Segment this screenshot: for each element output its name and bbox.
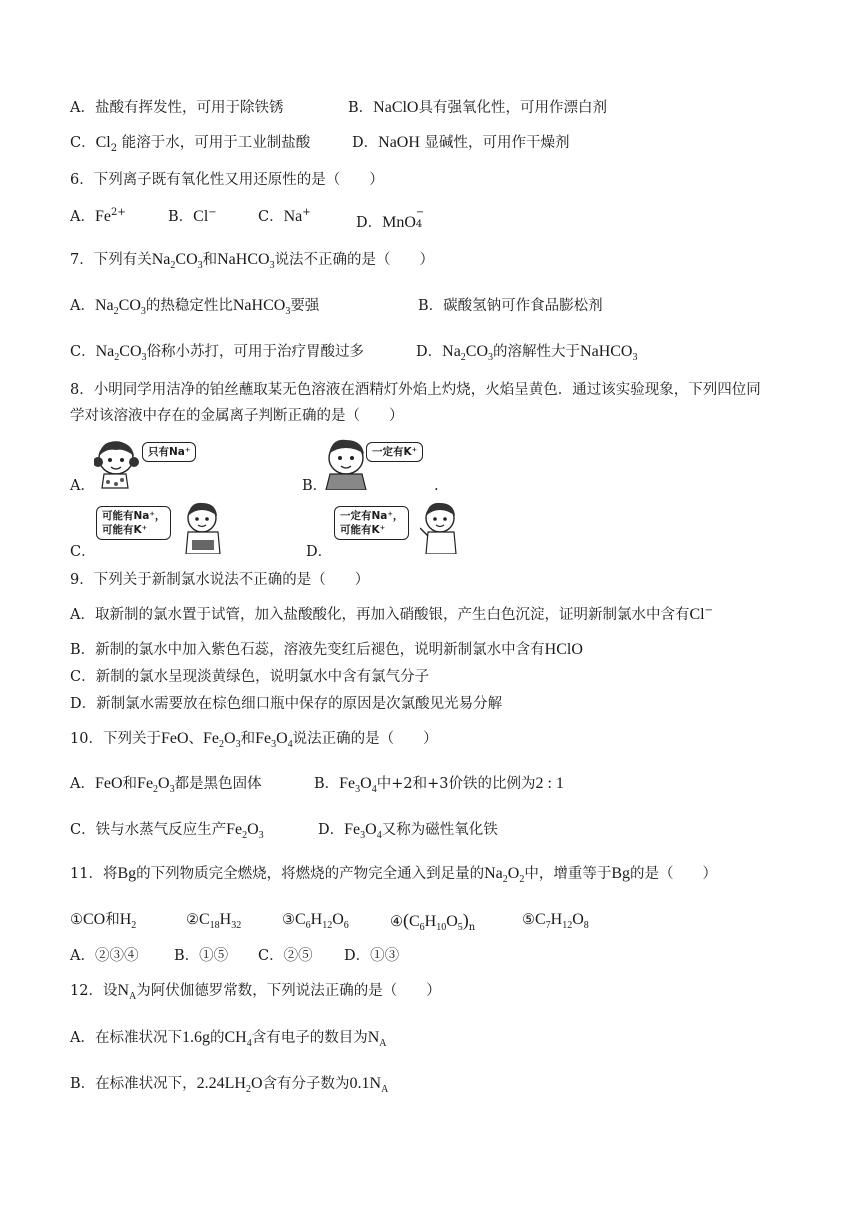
q8-stem-line2-text: 学对该溶液中存在的金属离子判断正确的是（ ） <box>70 408 404 424</box>
q11-d-text: D．①③ <box>344 948 400 964</box>
q9-a-chem: Cl <box>689 606 705 623</box>
q10-stem: 10．下列关于FeO、$Fe_2O_3$和$Fe_3O_4$说法正确的是（ ） <box>70 730 438 750</box>
q10-b-ratio: 2 : 1 <box>535 775 564 792</box>
q10-fe3o4: $Fe_3O_4$ <box>255 730 293 750</box>
q5-option-d <box>352 133 570 153</box>
q11-items: ①CO和$H_2$ <box>70 911 137 931</box>
q11-item-5 <box>522 910 589 932</box>
q6-c-chem: Na <box>283 208 303 225</box>
q10-option-b <box>314 774 564 796</box>
q11-stem-prefix: 11．将 <box>70 866 118 882</box>
q6-b-sup: − <box>208 207 217 218</box>
q11-item-1: CO <box>83 911 106 928</box>
q9-c-text: C．新制的氯水呈现淡黄绿色，说明氯水中含有氯气分子 <box>70 669 430 685</box>
q12-stem-suffix: 为阿伏伽德罗常数，下列说法正确的是（ ） <box>136 983 441 999</box>
q5-c-prefix: C． <box>70 135 96 151</box>
q8-option-a-label <box>70 476 95 496</box>
q11-item-2-mark: ② <box>186 912 199 928</box>
q12-b-text1: B．在标准状况下， <box>70 1076 197 1092</box>
q8-c-speech-bubble <box>96 506 171 540</box>
q8-stem-line1 <box>70 380 761 400</box>
q6-a-chem: Fe <box>94 208 111 225</box>
q11-item-3-formula: $C_6H_{12}O_6$ <box>295 911 349 931</box>
q8-option-d-cartoon <box>334 500 464 556</box>
q12-a-na: $N_A$ <box>367 1029 387 1049</box>
q10-d-text: 又称为磁性氧化铁 <box>381 822 498 838</box>
q6-option-d <box>356 207 426 233</box>
q10-b-prefix: B． <box>314 776 340 792</box>
q7-d-na2co3: $Na_2CO_3$ <box>442 343 494 363</box>
q5-option-b <box>348 98 607 118</box>
q6-d-chem: MnO <box>382 214 416 231</box>
q12-b-h2o: $_2$O <box>245 1075 263 1095</box>
q7-option-d <box>416 342 637 364</box>
q9-stem-text: 9．下列关于新制氯水说法不正确的是（ ） <box>70 572 370 588</box>
q6-stem-text: 6．下列离子既有氧化性又用还原性的是（ ） <box>70 172 384 188</box>
q5-d-chem: NaOH <box>378 134 420 151</box>
q6-options <box>70 207 126 229</box>
q8-b-speech-bubble <box>366 442 423 462</box>
q10-c-text: C．铁与水蒸气反应生产 <box>70 822 227 838</box>
q8-a-speech-bubble <box>142 442 196 462</box>
q8-a-prefix: A． <box>70 478 95 494</box>
q8-stem-line2 <box>70 406 404 426</box>
q10-a-feo: FeO <box>94 775 123 792</box>
q7-c-na2co3: $Na_2CO_3$ <box>95 343 147 363</box>
q7-stem-suffix: 说法不正确的是（ ） <box>274 252 435 268</box>
q11-bg-2: Bg <box>611 865 631 882</box>
q8-a-bubble-text: 只有Na⁺ <box>148 446 191 458</box>
q7-stem-prefix: 7．下列有关 <box>70 252 152 268</box>
q8-d-prefix: D． <box>306 544 333 560</box>
q11-option-c <box>258 946 313 966</box>
q11-item-5-mark: ⑤ <box>522 912 535 928</box>
q8-option-c-label <box>70 542 96 562</box>
q10-b-fe3o4: $Fe_3O_4$ <box>339 775 377 795</box>
q6-a-sup: 2+ <box>110 207 126 218</box>
q9-stem <box>70 570 369 590</box>
q11-option-d <box>344 946 399 966</box>
q12-a-text3: 含有电子的数目为 <box>251 1030 368 1046</box>
q7-c-text: 俗称小苏打，可用于治疗胃酸过多 <box>146 344 364 360</box>
q6-c-sup: + <box>302 207 311 218</box>
q10-option-d <box>318 820 498 842</box>
q10-b-text: 中+2和+3价铁的比例为 <box>376 776 536 792</box>
q6-b-chem: Cl <box>193 208 209 225</box>
q9-b-chem: HClO <box>544 641 583 658</box>
q10-stem-suffix: 说法正确的是（ ） <box>292 731 438 747</box>
q8-b-prefix: B． <box>302 478 328 494</box>
q7-d-text: 的溶解性大于 <box>493 344 581 360</box>
q10-feo: FeO <box>160 730 189 747</box>
q7-stem <box>70 250 434 272</box>
q7-option-b <box>418 296 603 316</box>
q10-c-fe2o3: $Fe_2O_3$ <box>226 821 264 841</box>
q10-stem-prefix: 10．下列关于 <box>70 731 161 747</box>
q9-a-text: A．取新制的氯水置于试管，加入盐酸酸化，再加入硝酸银，产生白色沉淀，证明新制氯水中含有 <box>70 607 690 623</box>
q12-a-val: 1.6g <box>181 1029 210 1046</box>
boy-reading-figure-icon <box>182 500 224 554</box>
q10-option-a: A．FeO和$Fe_2O_3$都是黑色固体 <box>70 775 262 795</box>
q6-d-sub: 4 <box>415 219 423 230</box>
q11-item-4-n: n <box>468 922 476 933</box>
q5-c-text: 能溶于水，可用于工业制盐酸 <box>121 135 311 151</box>
q10-a-prefix: A． <box>70 776 95 792</box>
q10-d-prefix: D． <box>318 822 345 838</box>
q8-d-bubble-line1: 一定有Na⁺， <box>340 510 404 522</box>
q7-a-prefix: A． <box>70 298 95 314</box>
q12-b-val2: 0.1N <box>349 1075 382 1092</box>
q11-item-2-formula: $C_{18}H_{32}$ <box>199 911 242 931</box>
q5-d-prefix: D． <box>352 135 379 151</box>
q9-option-a <box>70 605 713 627</box>
q5-b-prefix: B． <box>348 100 374 116</box>
q8-c-bubble-line2: 可能有K⁺ <box>102 524 148 536</box>
q11-option-a <box>70 946 138 966</box>
q11-bg-1: Bg <box>117 865 137 882</box>
q7-b-text: B．碳酸氢钠可作食品膨松剂 <box>418 298 603 314</box>
boy-waving-figure-icon <box>420 500 462 554</box>
q11-item-3 <box>282 910 349 932</box>
q6-a-prefix: A． <box>70 209 95 225</box>
q9-a-sup: − <box>704 605 713 616</box>
q11-c-text: C．②⑤ <box>258 948 313 964</box>
q11-item-3-mark: ③ <box>282 912 295 928</box>
q6-c-prefix: C． <box>258 209 284 225</box>
q10-fe2o3: $Fe_2O_3$ <box>203 730 241 750</box>
q5-option-a <box>70 98 283 118</box>
q10-a-fe2o3: $Fe_2O_3$ <box>137 775 175 795</box>
q7-option-a <box>70 296 319 318</box>
q8-c-prefix: C． <box>70 544 96 560</box>
q6-stem <box>70 170 384 190</box>
q5-c-sub: 2 <box>110 143 118 154</box>
q11-b-text: B．①⑤ <box>174 948 229 964</box>
q11-stem-mid1: 的下列物质完全燃烧，将燃烧的产物完全通入到足量的 <box>136 866 485 882</box>
q8-b-bubble-text: 一定有K⁺ <box>372 446 418 458</box>
q6-d-sup: − <box>415 207 425 218</box>
q11-stem <box>70 864 717 886</box>
q11-item-4-formula: ( <box>403 910 409 930</box>
q7-a-na2co3: $Na_2CO_3$ <box>94 297 146 317</box>
q8-option-d-label <box>306 542 332 562</box>
q6-option-c <box>258 207 311 229</box>
q11-item-4-inner: $C_6H_{10}O_5$ <box>409 913 463 933</box>
q12-a-text2: 的 <box>209 1030 225 1046</box>
q10-option-c <box>70 820 264 842</box>
q11-a-text: A．②③④ <box>70 948 139 964</box>
q8-dot-text: . <box>434 478 439 494</box>
q5-b-text: 具有强氧化性，可用作漂白剂 <box>418 100 607 116</box>
q9-d-text: D．新制氯水需要放在棕色细口瓶中保存的原因是次氯酸见光易分解 <box>70 696 503 712</box>
q5-c-chem: Cl <box>95 134 111 151</box>
q11-na2o2: $Na_2O_2$ <box>484 865 525 885</box>
q11-item-4 <box>390 910 475 934</box>
q11-item-1-h2: $H_2$ <box>119 911 137 931</box>
q12-b-text2: 含有分子数为 <box>262 1076 350 1092</box>
q7-nahco3: NaHCO$_3$ <box>217 251 275 271</box>
q12-option-b <box>70 1074 388 1096</box>
q11-stem-mid2: 中，增重等于 <box>524 866 612 882</box>
q8-option-a-cartoon <box>94 438 206 490</box>
q7-d-nahco3: NaHCO$_3$ <box>580 343 638 363</box>
q12-a-text1: A．在标准状况下 <box>70 1030 182 1046</box>
q11-item-4-close: ) <box>462 910 469 930</box>
q8-option-b-cartoon <box>322 436 442 490</box>
boy-figure-icon <box>322 436 370 490</box>
q7-c-prefix: C． <box>70 344 96 360</box>
q8-b-dot <box>434 476 439 496</box>
q12-stem-prefix: 12．设 <box>70 983 118 999</box>
q11-item-2 <box>186 910 241 932</box>
q12-b-na-sub: A <box>381 1084 389 1095</box>
q7-a-text1: 的热稳定性比 <box>145 298 233 314</box>
q12-stem <box>70 981 441 1003</box>
q7-a-nahco3: NaHCO$_3$ <box>232 297 291 317</box>
q8-d-bubble-line2: 可能有K⁺ <box>340 524 386 536</box>
q11-item-5-formula: $C_7H_{12}O_8$ <box>535 911 589 931</box>
q8-d-speech-bubble <box>334 506 409 540</box>
q11-item-1-mark: ① <box>70 912 83 928</box>
q7-na2co3: $Na_2CO_3$ <box>151 251 203 271</box>
q5-b-chem: NaClO <box>373 99 419 116</box>
q6-b-prefix: B． <box>168 209 194 225</box>
q12-a-ch4: $CH_4$ <box>224 1029 252 1049</box>
q8-stem-line1-text: 8．小明同学用洁净的铂丝蘸取某无色溶液在酒精灯外焰上灼烧，火焰呈黄色．通过该实验现象，下列四位同 <box>70 382 761 398</box>
q12-option-a <box>70 1028 387 1050</box>
q12-na: $N_A$ <box>117 982 137 1002</box>
q6-option-b <box>168 207 217 229</box>
q5-option-c <box>70 133 310 155</box>
q5-option-a-text: A．盐酸有挥发性，可用于除铁锈 <box>70 100 284 116</box>
q9-option-d <box>70 694 502 714</box>
q5-d-text: 显碱性，可用作干燥剂 <box>424 135 570 151</box>
q6-d-prefix: D． <box>356 215 383 231</box>
q11-option-b <box>174 946 228 966</box>
q11-stem-suffix: 的是（ ） <box>630 866 718 882</box>
q10-a-text: 都是黑色固体 <box>174 776 262 792</box>
q9-b-text: B．新制的氯水中加入紫色石蕊，溶液先变红后褪色，说明新制氯水中含有 <box>70 642 545 658</box>
girl-figure-icon <box>94 438 142 490</box>
q12-b-val: 2.24LH <box>196 1075 246 1092</box>
q7-a-text2: 要强 <box>290 298 320 314</box>
q11-item-4-mark: ④ <box>390 914 403 930</box>
q7-d-prefix: D． <box>416 344 443 360</box>
q9-option-b <box>70 640 583 660</box>
q10-d-fe3o4: $Fe_3O_4$ <box>344 821 382 841</box>
q7-stem-mid: 和 <box>202 252 218 268</box>
q7-option-c <box>70 342 364 364</box>
q8-option-c-cartoon <box>96 500 226 556</box>
q9-option-c <box>70 667 429 687</box>
q8-c-bubble-line1: 可能有Na⁺， <box>102 510 166 522</box>
